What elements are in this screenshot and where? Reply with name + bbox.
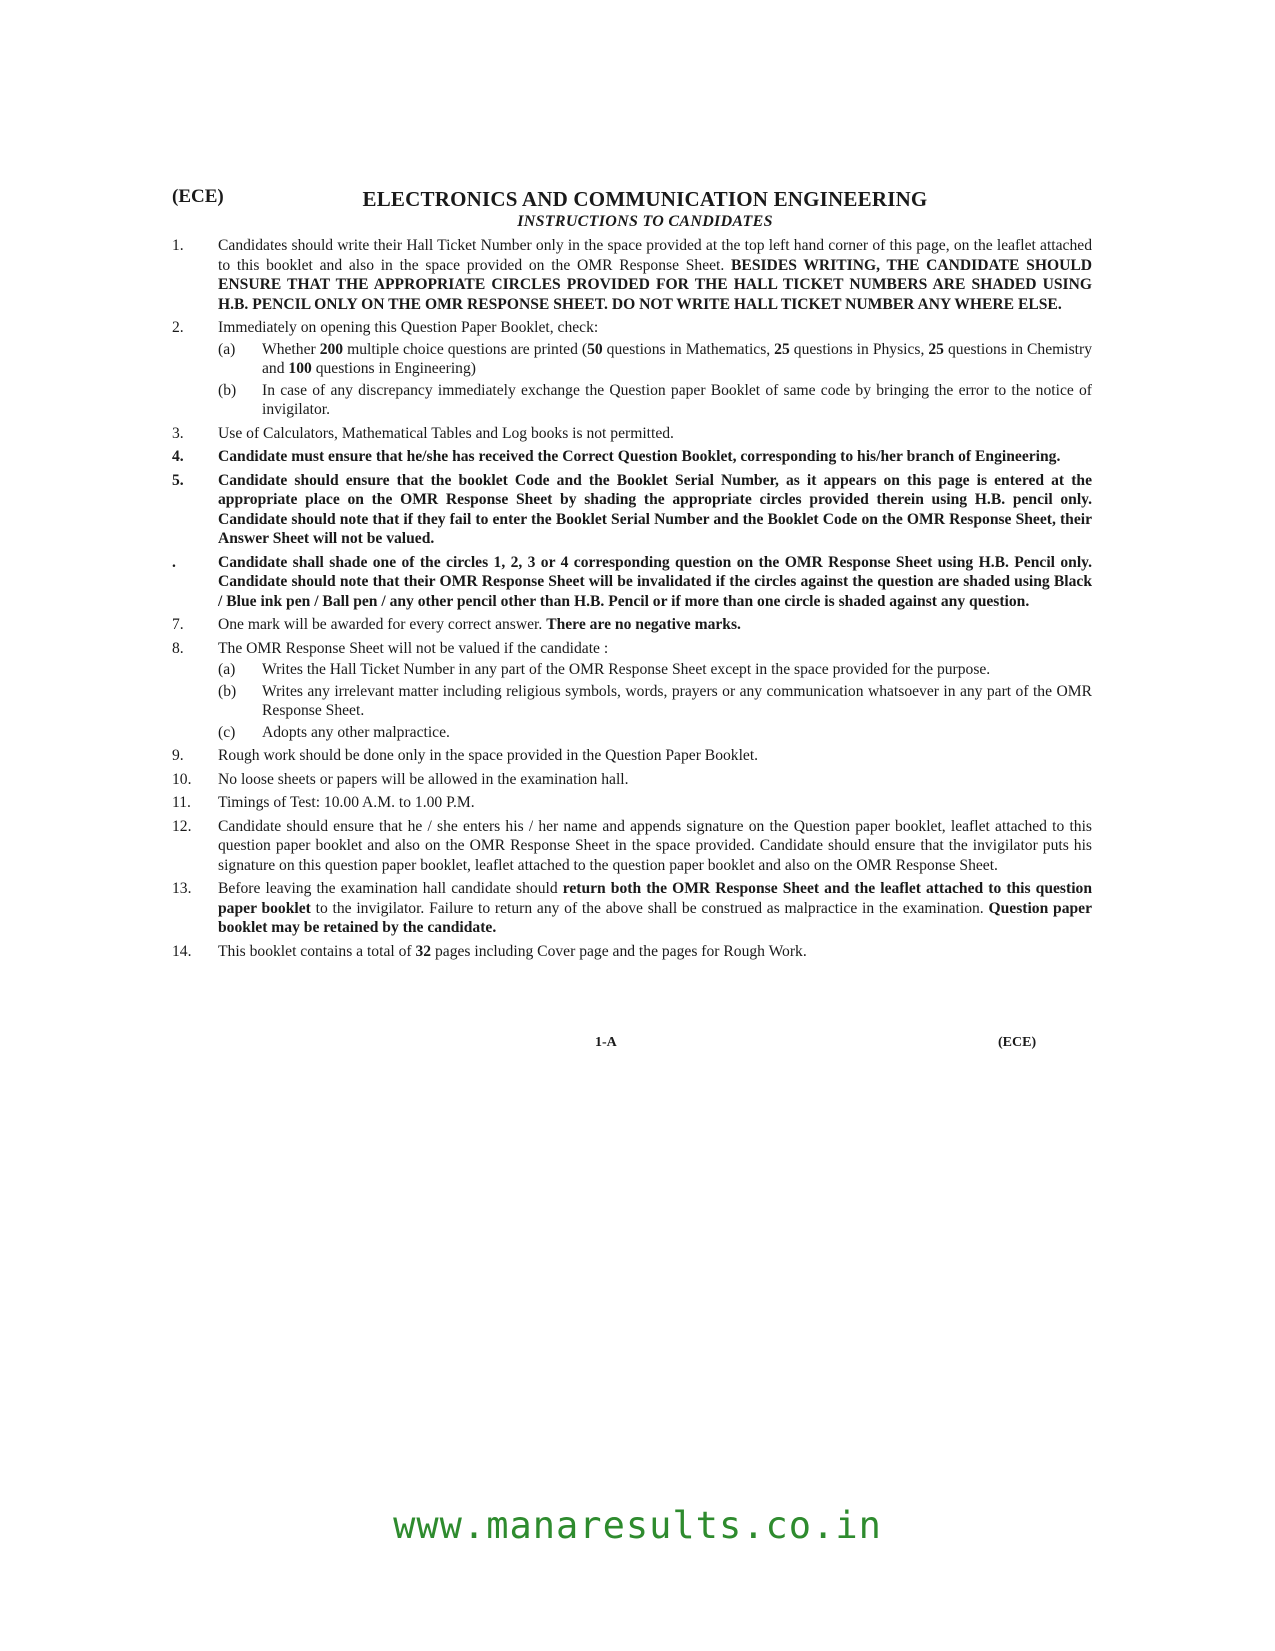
item-number: 3.: [172, 424, 184, 442]
instruction-item: [172, 615, 1092, 635]
instruction-item: [172, 793, 1092, 813]
footer-code: (ECE): [998, 1035, 1037, 1050]
sub-item-label: (b): [218, 381, 237, 399]
sub-item-bold: 200: [319, 340, 344, 358]
sub-item-bold: 25: [774, 340, 790, 358]
item-number: 9.: [172, 747, 184, 764]
item-number: 11.: [172, 794, 191, 811]
item-text: to the invigilator. Failure to return any of the above shall be construed as malpractice in the examination.: [310, 899, 989, 917]
sub-item-bold: 100: [288, 360, 312, 377]
sub-item: [218, 682, 1092, 721]
sub-item-text: multiple choice questions are printed (: [343, 340, 588, 358]
sub-item-label: (a): [218, 661, 236, 678]
instruction-item: [172, 471, 1092, 549]
item-text: This booklet contains a total of: [218, 942, 416, 960]
item-bold-text: There are no negative marks.: [546, 616, 741, 633]
sub-item-bold: 25: [928, 340, 944, 358]
page-number: 1-A: [595, 1035, 617, 1050]
instruction-item: [172, 553, 1092, 612]
sub-item-text: Writes any irrelevant matter including religious symbols, words, prayers or any communication whatsoever in any part of the OMR Response Sheet.: [262, 682, 1092, 719]
item-number: .: [172, 553, 176, 571]
sub-item: [218, 381, 1092, 420]
sub-item-text: questions in Chemistry and: [262, 340, 1092, 377]
item-number: 10.: [172, 770, 192, 788]
instruction-item: [172, 639, 1092, 743]
item-bold-text: 32: [415, 942, 432, 960]
item-bold-text: BESIDES WRITING, THE CANDIDATE SHOULD ENSURE THAT THE APPROPRIATE CIRCLES PROVIDED FOR THE HALL TICKET NUMBERS ARE SHADED USING H.B. PENCIL ONLY ON THE OMR RESPONSE SHEET. DO NOT WRITE HALL TICKET NUMBER ANY WHERE ELSE.: [218, 256, 1092, 313]
page-title: ELECTRONICS AND COMMUNICATION ENGINEERING: [362, 187, 928, 211]
sub-item-label: (b): [218, 682, 237, 700]
instruction-item: [172, 318, 1092, 420]
sub-item-label: (c): [218, 723, 236, 741]
item-text: Immediately on opening this Question Paper Booklet, check:: [218, 319, 599, 336]
watermark-url: www.manaresults.co.in: [393, 1504, 882, 1547]
instruction-item: [172, 424, 1092, 444]
item-number: 13.: [172, 880, 192, 897]
sub-item-text: Whether: [262, 340, 320, 358]
sub-item-text: In case of any discrepancy immediately exchange the Question paper Booklet of same code by bringing the error to the notice of invigilator.: [262, 381, 1092, 418]
item-text: Use of Calculators, Mathematical Tables and Log books is not permitted.: [218, 424, 674, 442]
instructions-list: [172, 236, 1092, 965]
item-number: 2.: [172, 319, 184, 336]
sub-item-text: questions in Engineering): [311, 360, 476, 377]
item-text: Timings of Test: 10.00 A.M. to 1.00 P.M.: [218, 794, 475, 811]
item-text: One mark will be awarded for every correct answer.: [218, 616, 547, 633]
item-text: Candidates should write their Hall Ticket Number only in the space provided at the top left hand corner of this page, on the leaflet attached to this booklet and also in the space provided on the OMR Response Sheet.: [218, 237, 1092, 274]
item-text: Candidate shall shade one of the circles 1, 2, 3 or 4 corresponding question on the OMR Response Sheet using H.B. Pencil only. Candidate should note that their OMR Response Sheet will be invalidated if the circles against the question are shaded using Black / Blue ink pen / Ball pen / any other pencil other than H.B. Pencil or if more than one circle is shaded against any question.: [218, 553, 1092, 610]
sub-item: [218, 723, 1092, 743]
item-bold-text: Question paper booklet may be retained by the candidate.: [218, 899, 1092, 936]
item-text: Candidate should ensure that the booklet Code and the Booklet Serial Number, as it appears on this page is entered at the appropriate place on the OMR Response Sheet by shading the appropriate circles provided therein using H.B. pencil only. Candidate should note that if they fail to enter the Booklet Serial Number and the Booklet Code on the OMR Response Sheet, their Answer Sheet will not be valued.: [218, 471, 1092, 547]
item-text: The OMR Response Sheet will not be valued if the candidate :: [218, 639, 609, 657]
instruction-item: [172, 817, 1092, 876]
instruction-item: [172, 942, 1092, 962]
item-number: 4.: [172, 448, 184, 465]
sub-item-text: Adopts any other malpractice.: [262, 723, 450, 741]
instruction-item: [172, 236, 1092, 314]
item-number: 7.: [172, 616, 184, 633]
item-text: Candidate should ensure that he / she enters his / her name and appends signature on the Question paper booklet, leaflet attached to this question paper booklet and also on the OMR Response Sheet in the space provided. Candidate should ensure that the invigilator puts his signature on this question paper booklet, leaflet attached to the question paper booklet and also on the OMR Response Sheet.: [218, 817, 1092, 874]
item-number: 1.: [172, 237, 184, 254]
item-text: No loose sheets or papers will be allowed in the examination hall.: [218, 770, 629, 788]
instruction-item: [172, 770, 1092, 790]
item-number: 12.: [172, 817, 192, 835]
item-bold-text: return both the OMR Response Sheet and the leaflet attached to this question paper booklet: [218, 880, 1092, 917]
item-number: 5.: [172, 471, 184, 489]
item-number: 8.: [172, 639, 184, 657]
sub-item: [218, 660, 1092, 680]
instruction-item: [172, 746, 1092, 766]
item-number: 14.: [172, 942, 192, 960]
sub-item-text: questions in Mathematics,: [602, 340, 775, 358]
sub-item-bold: 50: [587, 340, 603, 358]
instruction-item: [172, 447, 1092, 467]
page-subtitle: INSTRUCTIONS TO CANDIDATES: [517, 213, 773, 230]
item-text: pages including Cover page and the pages for Rough Work.: [431, 942, 807, 960]
sub-item-text: questions in Physics,: [789, 340, 929, 358]
sub-item-text: Writes the Hall Ticket Number in any part of the OMR Response Sheet except in the space provided for the purpose.: [262, 661, 991, 678]
item-text: Candidate must ensure that he/she has received the Correct Question Booklet, corresponding to his/her branch of Engineering.: [218, 448, 1061, 465]
item-text: Rough work should be done only in the space provided in the Question Paper Booklet.: [218, 747, 759, 764]
sub-item: [218, 340, 1092, 379]
sub-item-label: (a): [218, 340, 236, 358]
header-code: (ECE): [172, 186, 224, 207]
instruction-item: [172, 879, 1092, 938]
item-text: Before leaving the examination hall candidate should: [218, 880, 563, 897]
